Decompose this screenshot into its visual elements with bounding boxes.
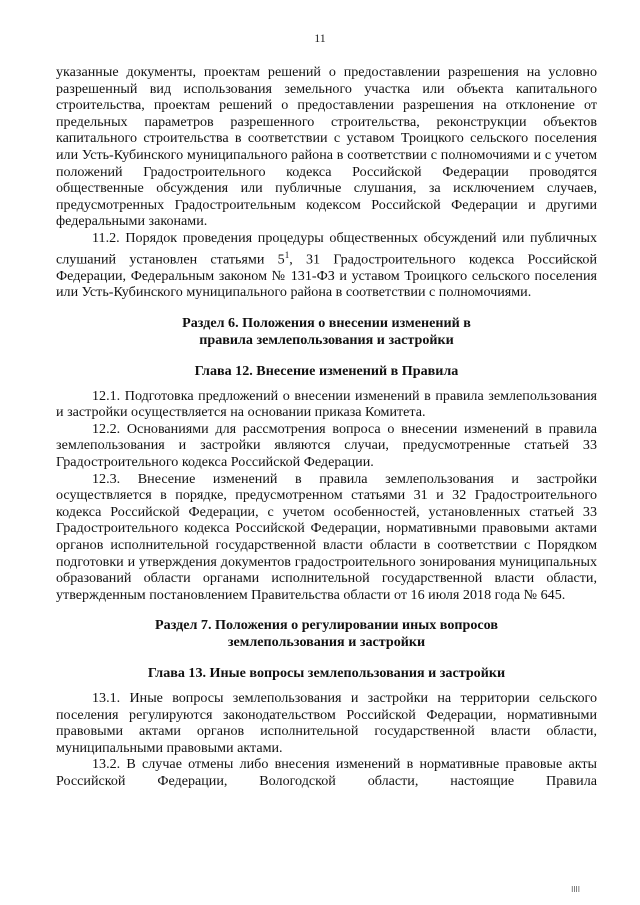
document-body (56, 64, 597, 789)
chapter-13-heading: Глава 13. Иные вопросы землепользования и застройки (147, 665, 506, 682)
paragraph-12-3: 12.3. Внесение изменений в правила землепользования и застройки осуществляется в порядке, предусмотренном статьями 31 и 32 Градостроительного кодекса Российской Федерации, с учетом особенностей, установленных статьей 33 Градостроительного кодекса Российской Федерации, нормативными правовыми актами органов исполнительной государственной власти области в соответствии с Порядком подготовки и утверждения документов градостроительного зонирования муниципальных образований области органами исполнительной государственной власти области, утвержденным постановлением Правительства области от 16 июля 2018 года № 645. (56, 470, 597, 603)
section-6-heading (56, 315, 597, 349)
paragraph-12-2: 12.2. Основаниями для рассмотрения вопроса о внесении изменений в правила землепользования и застройки являются случаи, предусмотренные статьей 33 Градостроительного кодекса Российской Федерации. (56, 420, 597, 470)
superscript: 1 (284, 249, 290, 260)
paragraph-11-2 (56, 230, 597, 301)
paragraph-11-2-text-b: , 31 Градостроительного кодекса Российской Федерации, Федеральным законом № 131-ФЗ и уставом Троицкого сельского поселения или Усть-Кубинского муниципального района в соответствии с полномочиями. (56, 251, 597, 301)
section-6-line2: правила землепользования и застройки (199, 332, 454, 348)
paragraph-13-2: 13.2. В случае отмены либо внесения изменений в нормативные правовые акты Российской Федерации, Вологодской области, настоящие Правила (56, 756, 597, 789)
section-6-line1: Раздел 6. Положения о внесении изменений в (182, 315, 471, 331)
chapter-12-heading: Глава 12. Внесение изменений в Правила (194, 363, 459, 379)
paragraph-11-2-text-a: 11.2. Порядок проведения процедуры общественных обсуждений или публичных слушаний установлен статьями 5 (56, 229, 597, 268)
section-7-line1: Раздел 7. Положения о регулировании иных вопросов (155, 617, 498, 634)
corner-mark: ІІІІ (571, 885, 580, 895)
section-7-heading (56, 617, 597, 651)
paragraph-12-1: 12.1. Подготовка предложений о внесении изменений в правила землепользования и застройки осуществляется на основании приказа Комитета. (56, 387, 597, 421)
page-number: 11 (314, 31, 326, 45)
section-7-line2: землепользования и застройки (227, 634, 426, 651)
paragraph-continuation: указанные документы, проектам решений о предоставлении разрешения на условно разрешенный вид использования земельного участка или объекта капитального строительства, проектам решений о предоставлении разрешения на отклонение от предельных параметров разрешенного строительства, реконструкции объектов капитального строительства в соответствии с уставом Троицкого сельского поселения или Усть-Кубинского муниципального района в соответствии с полномочиями и с учетом положений Градостроительного кодекса Российской Федерации проводятся общественные обсуждения или публичные слушания, за исключением случаев, предусмотренных Градостроительным кодексом Российской Федерации и другими федеральными законами. (56, 64, 597, 230)
paragraph-13-1: 13.1. Иные вопросы землепользования и застройки на территории сельского поселения регулируются законодательством Российской Федерации, нормативными правовыми актами органов исполнительной государственной власти области, муниципальными правовыми актами. (56, 689, 597, 756)
